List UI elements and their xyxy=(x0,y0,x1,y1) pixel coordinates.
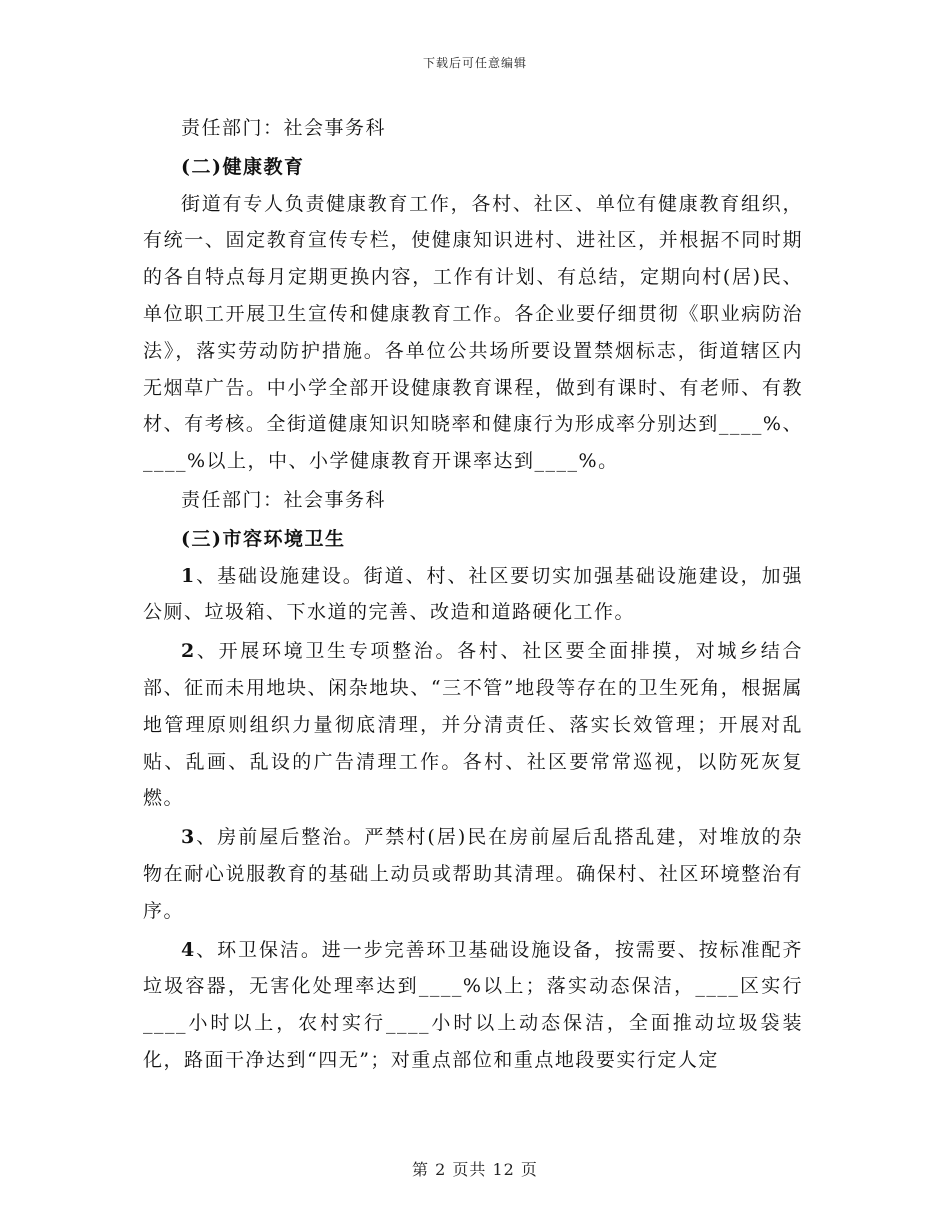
responsible-department-2: 责任部门：社会事务科 xyxy=(181,488,387,511)
section-heading-city-sanitation: (三)市容环境卫生 xyxy=(181,527,346,550)
list-item-text: 、房前屋后整治。严禁村(居)民在房前屋后乱搭乱建，对堆放的杂物在耐心说服教育的基础上动员或帮助其清理。确保村、社区环境整治有序。 xyxy=(143,826,803,922)
section-heading-health-education: (二)健康教育 xyxy=(181,155,305,178)
list-item-number: 2 xyxy=(181,640,196,663)
list-item-infrastructure xyxy=(143,558,803,632)
list-item-text: 、环卫保洁。进一步完善环卫基础设施设备，按需要、按标准配齐垃圾容器，无害化处理率达到____%以上；落实动态保洁，____区实行____小时以上，农村实行____小时以上动态保洁，全面推动垃圾袋装化，路面干净达到“四无”；对重点部位和重点地段要实行定人定 xyxy=(143,938,803,1071)
list-item-text: 、基础设施建设。街道、村、社区要切实加强基础设施建设，加强公厕、垃圾箱、下水道的完善、改造和道路硬化工作。 xyxy=(143,564,803,624)
responsible-department-1: 责任部门：社会事务科 xyxy=(181,117,387,139)
list-item-number: 4 xyxy=(181,938,196,961)
list-item-number: 3 xyxy=(181,826,196,849)
list-item-environment-rectification xyxy=(143,633,803,817)
list-item-house-surroundings xyxy=(143,819,803,929)
list-item-number: 1 xyxy=(181,564,196,587)
document-body xyxy=(143,110,803,1081)
page-header: 下载后可任意编辑 xyxy=(422,56,527,70)
page-number-footer: 第 2 页共 12 页 xyxy=(412,1160,538,1179)
list-item-text: 、开展环境卫生专项整治。各村、社区要全面排摸，对城乡结合部、征而未用地块、闲杂地块、“三不管”地段等存在的卫生死角，根据属地管理原则组织力量彻底清理，并分清责任、落实长效管理；开展对乱贴、乱画、乱设的广告清理工作。各村、社区要常常巡视，以防死灰复燃。 xyxy=(143,640,803,810)
list-item-sanitation-cleaning xyxy=(143,932,803,1079)
paragraph-health-education: 街道有专人负责健康教育工作，各村、社区、单位有健康教育组织，有统一、固定教育宣传专栏，使健康知识进村、进社区，并根据不同时期的各自特点每月定期更换内容，工作有计划、有总结，定期向村(居)民、单位职工开展卫生宣传和健康教育工作。各企业要仔细贯彻《职业病防治法》，落实劳动防护措施。各单位公共场所要设置禁烟标志，街道辖区内无烟草广告。中小学全部开设健康教育课程，做到有课时、有老师、有教材、有考核。全街道健康知识知晓率和健康行为形成率分别达到____%、____%以上，中、小学健康教育开课率达到____%。 xyxy=(143,192,803,473)
